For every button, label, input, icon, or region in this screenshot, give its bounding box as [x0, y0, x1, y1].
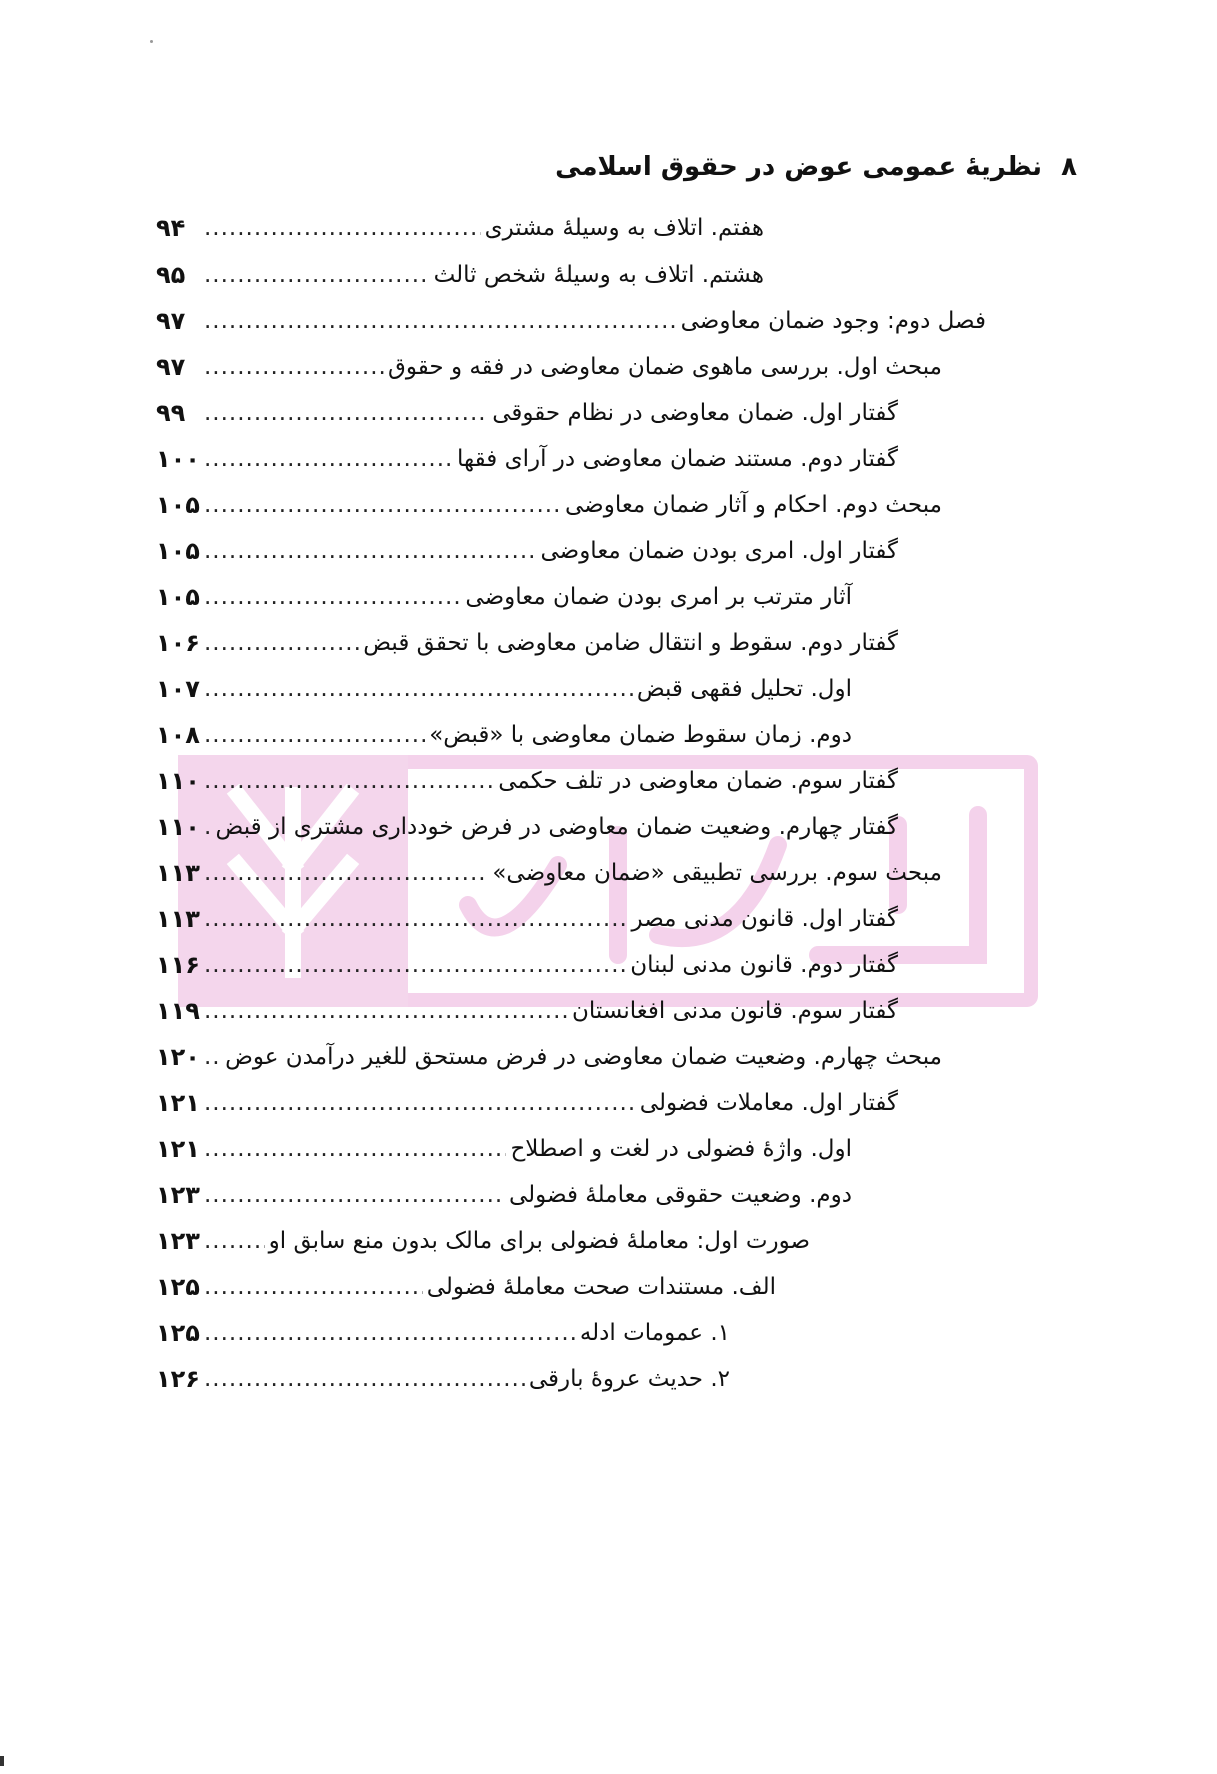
toc-entry-title: ۲. حدیث عروهٔ بارقی: [528, 1366, 730, 1392]
toc-entry-page: ۱۱۶: [156, 951, 200, 979]
toc-entry[interactable]: [156, 807, 898, 847]
toc-leader-dots: [204, 1228, 265, 1254]
toc-entry-title: گفتار چهارم. وضعیت ضمان معاوضی در فرض خودداری مشتری از قبض: [215, 814, 898, 840]
toc-entry-page: ۱۰۰: [156, 445, 200, 473]
toc-entry-title: مبحث چهارم. وضعیت ضمان معاوضی در فرض مستحق للغیر درآمدن عوض: [225, 1044, 942, 1070]
toc-entry[interactable]: [156, 1083, 898, 1123]
toc-entry-page: ۱۰۶: [156, 629, 200, 657]
toc-entry-title: فصل دوم: وجود ضمان معاوضی: [680, 308, 986, 334]
toc-entry-page: ۱۲۳: [156, 1227, 200, 1255]
toc-entry-page: ۱۲۵: [156, 1273, 200, 1301]
page-edge-mark: [0, 1756, 4, 1766]
toc-leader-dots: [204, 1320, 576, 1346]
toc-entry[interactable]: [156, 577, 852, 617]
toc-entry-page: ۱۲۱: [156, 1089, 200, 1117]
toc-entry[interactable]: [156, 208, 764, 248]
toc-entry[interactable]: [156, 1129, 852, 1169]
toc-entry-page: ۱۰۵: [156, 537, 200, 565]
toc-entry-title: اول. تحلیل فقهی قبض: [636, 676, 852, 702]
toc-entry-title: گفتار اول. قانون مدنی مصر: [631, 906, 898, 932]
toc-entry-title: مبحث دوم. احکام و آثار ضمان معاوضی: [565, 492, 942, 518]
toc-entry-page: ۱۲۵: [156, 1319, 200, 1347]
toc-entry-page: ۱۱۳: [156, 905, 200, 933]
toc-entry[interactable]: [156, 899, 898, 939]
toc-entry[interactable]: [156, 761, 898, 801]
toc-entry-page: ۱۰۷: [156, 675, 200, 703]
toc-leader-dots: [204, 814, 212, 840]
toc-entry-page: ۱۲۳: [156, 1181, 200, 1209]
toc-leader-dots: [204, 215, 481, 241]
toc-leader-dots: [204, 1366, 525, 1392]
toc-entry[interactable]: [156, 485, 942, 525]
toc-leader-dots: [204, 1182, 505, 1208]
toc-leader-dots: [204, 354, 384, 380]
toc-leader-dots: [204, 998, 568, 1024]
toc-leader-dots: [204, 308, 677, 334]
toc-entry-page: ۹۵: [156, 261, 186, 289]
toc-entry-page: ۹۴: [156, 214, 186, 242]
toc-leader-dots: [204, 630, 359, 656]
toc-entry[interactable]: [156, 1175, 852, 1215]
toc-entry[interactable]: [156, 991, 898, 1031]
toc-leader-dots: [204, 262, 430, 288]
toc-entry-title: گفتار اول. ضمان معاوضی در نظام حقوقی: [492, 400, 898, 426]
page-number: ۸: [1061, 152, 1077, 182]
toc-leader-dots: [204, 768, 494, 794]
toc-entry-title: گفتار اول. امری بودن ضمان معاوضی: [540, 538, 898, 564]
toc-leader-dots: [204, 952, 626, 978]
toc-leader-dots: [204, 1044, 221, 1070]
toc-entry-page: ۱۲۰: [156, 1043, 200, 1071]
toc-entry-title: مبحث اول. بررسی ماهوی ضمان معاوضی در فقه و حقوق: [388, 354, 942, 380]
toc-entry-page: ۱۰۵: [156, 583, 200, 611]
toc-entry-title: صورت اول: معاملهٔ فضولی برای مالک بدون منع سابق او: [268, 1228, 810, 1254]
toc-entry-page: ۹۷: [156, 353, 186, 381]
toc-entry-title: گفتار دوم. سقوط و انتقال ضامن معاوضی با تحقق قبض: [363, 630, 898, 656]
toc-entry-title: اول. واژهٔ فضولی در لغت و اصطلاح: [510, 1136, 852, 1162]
book-title: نظریهٔ عمومی عوض در حقوق اسلامی: [555, 152, 1043, 182]
toc-entry[interactable]: [156, 669, 852, 709]
toc-entry-page: ۹۷: [156, 307, 186, 335]
toc-leader-dots: [204, 1090, 636, 1116]
toc-entry-title: الف. مستندات صحت معاملهٔ فضولی: [426, 1274, 776, 1300]
toc-leader-dots: [204, 538, 537, 564]
toc-entry-title: آثار مترتب بر امری بودن ضمان معاوضی: [465, 584, 852, 610]
toc-leader-dots: [204, 676, 633, 702]
toc-entry[interactable]: [156, 853, 942, 893]
toc-entry-page: ۱۰۵: [156, 491, 200, 519]
toc-entry-title: گفتار دوم. قانون مدنی لبنان: [630, 952, 898, 978]
toc-leader-dots: [204, 400, 488, 426]
toc-entry[interactable]: [156, 1037, 942, 1077]
toc-entry-page: ۱۲۱: [156, 1135, 200, 1163]
toc-entry-title: ۱. عمومات ادله: [579, 1320, 730, 1346]
toc-entry-page: ۱۱۰: [156, 813, 200, 841]
toc-leader-dots: [204, 492, 561, 518]
toc-entry[interactable]: [156, 531, 898, 571]
toc-entry-page: ۹۹: [156, 399, 186, 427]
toc-leader-dots: [204, 1274, 423, 1300]
toc-entry[interactable]: [156, 1267, 776, 1307]
toc-entry[interactable]: [156, 1313, 730, 1353]
toc-entry-page: ۱۲۶: [156, 1365, 200, 1393]
toc-entry-page: ۱۱۰: [156, 767, 200, 795]
toc-entry-title: گفتار دوم. مستند ضمان معاوضی در آرای فقها: [457, 446, 898, 472]
toc-entry-title: گفتار اول. معاملات فضولی: [639, 1090, 898, 1116]
toc-entry-title: مبحث سوم. بررسی تطبیقی «ضمان معاوضی»: [492, 860, 942, 886]
toc-leader-dots: [204, 722, 425, 748]
toc-entry[interactable]: [156, 1221, 810, 1261]
toc-entry-page: ۱۰۸: [156, 721, 200, 749]
toc-entry[interactable]: [156, 347, 942, 387]
toc-entry-page: ۱۱۹: [156, 997, 200, 1025]
toc-entry[interactable]: [156, 623, 898, 663]
toc-entry-title: گفتار سوم. ضمان معاوضی در تلف حکمی: [498, 768, 898, 794]
toc-leader-dots: [204, 446, 453, 472]
toc-entry-title: هفتم. اتلاف به وسیلهٔ مشتری: [484, 215, 764, 241]
toc-entry-page: ۱۱۳: [156, 859, 200, 887]
toc-entry[interactable]: [156, 255, 764, 295]
toc-entry[interactable]: [156, 393, 898, 433]
toc-leader-dots: [204, 584, 461, 610]
toc-entry[interactable]: [156, 301, 986, 341]
toc-entry-title: دوم. وضعیت حقوقی معاملهٔ فضولی: [509, 1182, 852, 1208]
toc-entry-title: هشتم. اتلاف به وسیلهٔ شخص ثالث: [433, 262, 764, 288]
toc-entry-title: گفتار سوم. قانون مدنی افغانستان: [572, 998, 898, 1024]
toc-leader-dots: [204, 1136, 506, 1162]
toc-entry[interactable]: [156, 439, 898, 479]
toc-entry[interactable]: [156, 945, 898, 985]
toc-entry[interactable]: [156, 1359, 730, 1399]
toc-entry[interactable]: [156, 715, 852, 755]
toc-entry-title: دوم. زمان سقوط ضمان معاوضی با «قبض»: [429, 722, 852, 748]
toc-leader-dots: [204, 906, 628, 932]
toc-leader-dots: [204, 860, 488, 886]
